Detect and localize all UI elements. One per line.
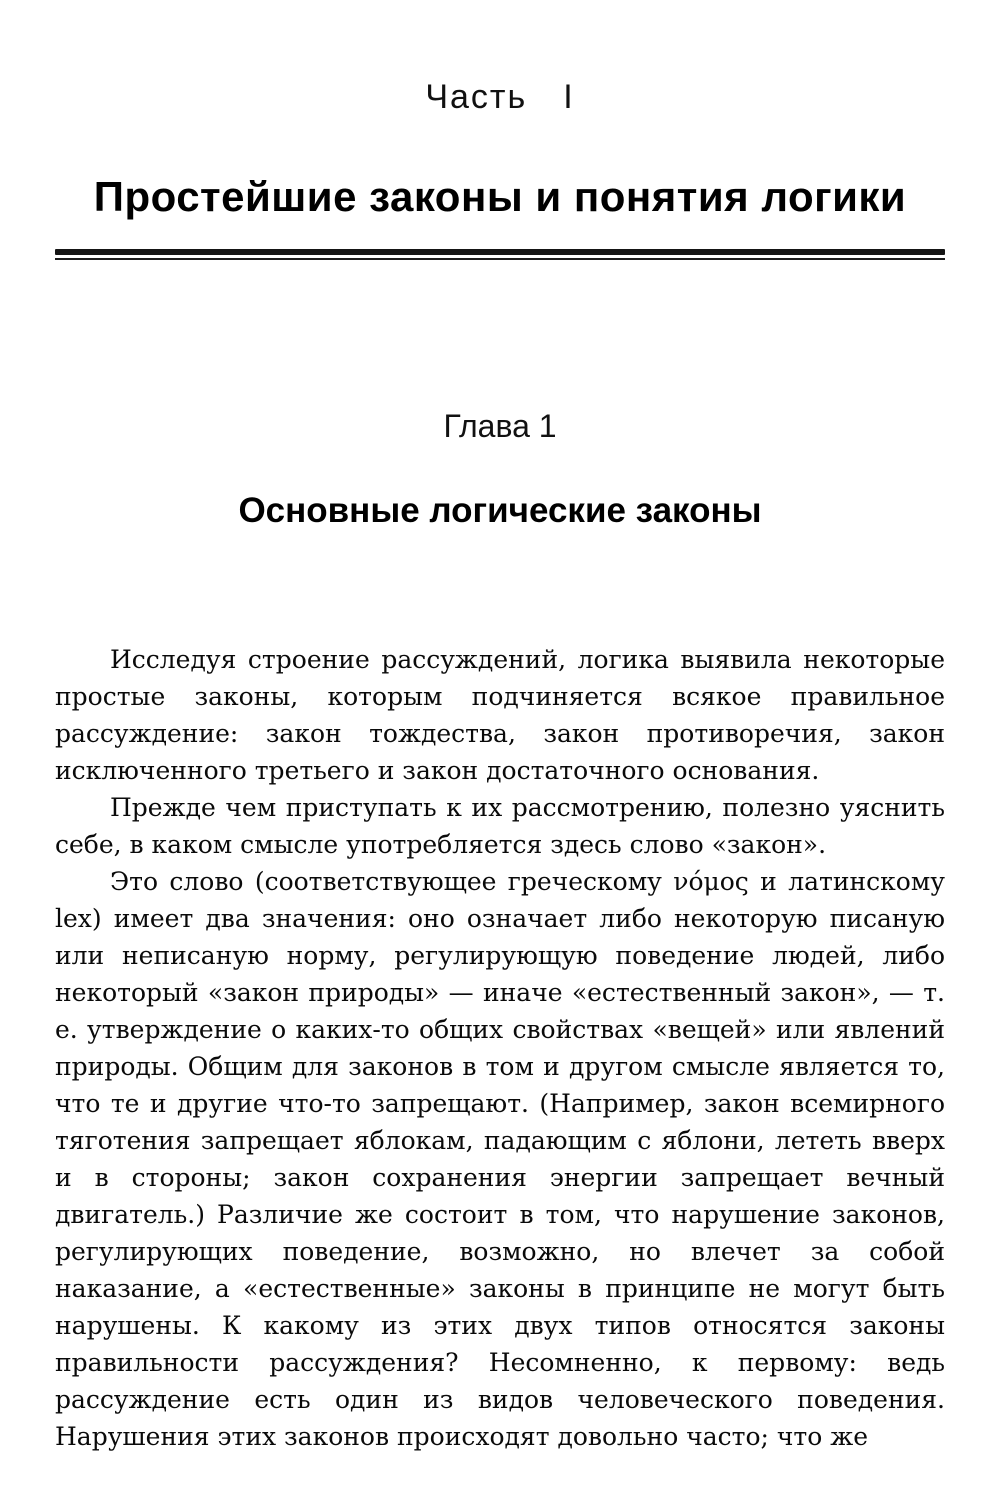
part-title: Простейшие законы и понятия логики [93,173,907,220]
divider-thin-line [55,258,945,260]
heading-divider [55,249,945,260]
chapter-title: Основные логические законы [238,491,762,530]
body-paragraph: Исследуя строение рассуждений, логика выявила некоторые простые законы, которым подчиняется всякое правильное рассуждение: закон тождества, закон противоречия, закон исключенного третьего и закон достаточного основания. [55,645,945,785]
chapter-label: Глава 1 [443,408,557,444]
divider-thick-line [55,249,945,255]
body-text [55,641,945,1455]
body-paragraph: Прежде чем приступать к их рассмотрению, полезно уяснить себе, в каком смысле употребляется здесь слово «закон». [55,793,945,859]
part-label: Часть I [425,78,575,116]
body-paragraph: Это слово (соответствующее греческому νόμος и латинскому lex) имеет два значения: оно означает либо некоторую писаную или неписаную норму, регулирующую поведение людей, либо некоторый «закон природы» — иначе «естественный закон», — т. е. утверждение о каких-то общих свойствах «вещей» или явлений природы. Общим для законов в том и другом смысле является то, что те и другие что-то запрещают. (Например, закон всемирного тяготения запрещает яблокам, падающим с яблони, лететь вверх и в стороны; закон сохранения энергии запрещает вечный двигатель.) Различие же состоит в том, что нарушение законов, регулирующих поведение, возможно, но влечет за собой наказание, а «естественные» законы в принципе не могут быть нарушены. К какому из этих двух типов относятся законы правильности рассуждения? Несомненно, к первому: ведь рассуждение есть один из видов человеческого поведения. Нарушения этих законов происходят довольно часто; что же [55,867,945,1451]
